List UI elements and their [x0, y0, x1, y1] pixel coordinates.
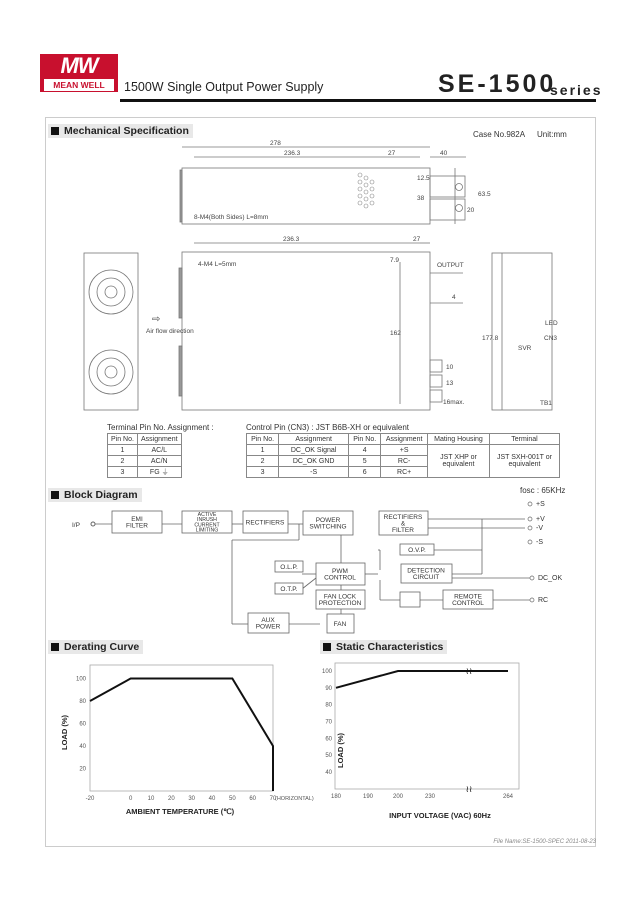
psw-block: POWER SWITCHING: [309, 517, 347, 531]
product-subtitle: 1500W Single Output Power Supply: [124, 80, 324, 94]
rect-block: RECTIFIERS: [245, 519, 285, 527]
dim-16max: 16max.: [443, 399, 465, 406]
mechanical-spec-heading: Mechanical Specification: [48, 124, 193, 138]
series-label: series: [550, 82, 603, 98]
dim-20: 20: [467, 207, 475, 214]
derating-ytick: 60: [79, 721, 86, 728]
airflow-label: Air flow direction: [146, 328, 194, 335]
fan-block: FAN: [333, 620, 347, 628]
remote-block: REMOTE CONTROL: [452, 593, 484, 608]
dim-177-8: 177.8: [482, 335, 499, 342]
dim-4: 4: [452, 294, 456, 301]
dim-63-5: 63.5: [478, 191, 491, 198]
static-ylabel: LOAD (%): [336, 733, 345, 768]
derating-xtick: -20: [85, 796, 95, 802]
table-row: 3 -S 6 RC+: [247, 467, 560, 478]
dim-162: 162: [390, 330, 401, 337]
dim-10: 10: [446, 364, 454, 371]
derating-xtick: 70: [269, 796, 277, 802]
static-ytick: 40: [325, 770, 332, 776]
dim-27-top: 27: [388, 150, 396, 157]
tb1-label: TB1: [540, 400, 552, 407]
table-row: 2 DC_OK GND 5 RC-: [247, 456, 560, 467]
output-minus-s: -S: [536, 539, 543, 546]
output-rc: RC: [538, 597, 549, 604]
derating-xtick: 20: [167, 796, 175, 802]
dim-7-9: 7.9: [390, 257, 400, 264]
derating-ylabel: LOAD (%): [60, 715, 69, 750]
static-ytick: 70: [325, 719, 332, 726]
control-table-title: Control Pin (CN3) : JST B6B-XH or equivalent: [246, 423, 410, 432]
case-number: Case No.982A: [473, 130, 526, 139]
static-ytick: 60: [325, 736, 332, 743]
mean-well-logo: MW MEAN WELL: [40, 54, 118, 92]
table-row: 2 AC/N: [108, 456, 182, 467]
output-plus-s: +S: [536, 501, 545, 508]
block-diagram-heading: Block Diagram: [48, 488, 142, 502]
derating-xtick: 10: [147, 796, 155, 802]
derating-x-note: (HORIZONTAL): [275, 796, 314, 802]
dim-236-front: 236.3: [283, 236, 300, 243]
table-row: 1 DC_OK Signal 4 +S JST XHP or equivalent JST SXH-001T or equivalent: [247, 445, 560, 456]
ovp-block: O.V.P.: [408, 546, 426, 554]
terminal-pin-table: Pin No. Assignment 1 AC/L 2 AC/N 3 FG ⏚: [107, 433, 182, 478]
olp-block: O.L.P.: [280, 563, 298, 571]
inrush-block: ACTIVE INRUSH CURRENT LIMITING: [194, 512, 220, 534]
derating-curve-heading: Derating Curve: [48, 640, 143, 654]
static-line: [336, 671, 508, 688]
output-plus-v: +V: [536, 516, 545, 523]
led-label: LED: [545, 320, 558, 327]
static-xtick: 200: [392, 794, 404, 800]
aux-block: AUX POWER: [255, 617, 281, 631]
dim-38: 38: [417, 195, 425, 202]
output-minus-v: -V: [536, 525, 543, 532]
cn3-label: CN3: [544, 335, 558, 342]
axis-break-icon: ≀≀: [465, 784, 473, 794]
derating-xtick: 0: [128, 796, 133, 802]
dim-13: 13: [446, 380, 454, 387]
derating-xtick: 50: [228, 796, 236, 802]
static-ytick: 80: [325, 702, 332, 709]
static-xtick: 264: [502, 794, 514, 800]
emi-block: EMI FILTER: [126, 516, 148, 530]
derating-xtick: 60: [249, 796, 257, 802]
derating-ytick: 80: [79, 699, 86, 705]
control-pin-table: Pin No. Assignment Pin No. Assignment Mating Housing Terminal 1 DC_OK Signal 4 +S JST XHP or equivalent JST SXH-001T or equivalent 2 DC_OK GND 5 RC- 3 -S 6 RC+: [246, 433, 560, 478]
pwm-block: PWM CONTROL: [324, 568, 356, 582]
derating-line: [90, 679, 273, 792]
derating-xtick: 30: [188, 796, 196, 802]
table-row: 1 AC/L: [108, 445, 182, 456]
file-name-footer: File Name:SE-1500-SPEC 2011-08-23: [493, 839, 596, 845]
static-characteristics-heading: Static Characteristics: [320, 640, 447, 654]
model-name: SE-1500: [438, 70, 557, 98]
derating-plot-area: [90, 665, 273, 791]
fanlock-block: FAN LOCK PROTECTION: [318, 593, 362, 608]
det-block: DETECTION CIRCUIT: [407, 567, 445, 582]
static-xtick: 190: [362, 794, 374, 800]
bottom-screw-note: 4-M4 L=5mm: [198, 261, 237, 268]
terminal-table-title: Terminal Pin No. Assignment :: [107, 423, 214, 432]
dim-27-front: 27: [413, 236, 421, 243]
dim-236-top: 236.3: [284, 150, 301, 157]
derating-ytick: 40: [79, 744, 86, 750]
static-plot-area: [335, 663, 519, 789]
axis-break-icon: ≀≀: [465, 666, 473, 676]
static-ytick: 50: [325, 753, 332, 760]
fosc-label: fosc : 65KHz: [520, 486, 566, 495]
output-label: OUTPUT: [437, 262, 464, 269]
side-screw-note: 8-M4(Both Sides) L=8mm: [194, 214, 269, 221]
static-xtick: 180: [330, 794, 342, 800]
output-dc-ok: DC_OK: [538, 575, 563, 582]
unit-label: Unit:mm: [537, 130, 567, 139]
static-xtick: 230: [424, 794, 436, 800]
static-ytick: 90: [325, 685, 332, 692]
dim-40: 40: [440, 150, 448, 157]
otp-block: O.T.P.: [280, 585, 298, 593]
dim-278: 278: [270, 140, 281, 147]
airflow-arrow-icon: ⇨: [152, 314, 161, 325]
static-ytick: 100: [321, 669, 332, 675]
rectf-block: RECTIFIERS & FILTER: [383, 513, 423, 534]
derating-xtick: 40: [208, 796, 216, 802]
table-row: 3 FG ⏚: [108, 467, 182, 478]
dim-12-5: 12.5: [417, 175, 430, 182]
derating-xlabel: AMBIENT TEMPERATURE (℃): [125, 807, 235, 816]
input-label: I/P: [72, 522, 80, 529]
static-xlabel: INPUT VOLTAGE (VAC) 60Hz: [389, 811, 491, 820]
svr-label: SVR: [518, 345, 532, 352]
derating-ytick: 100: [75, 676, 86, 683]
derating-ytick: 20: [79, 766, 86, 773]
